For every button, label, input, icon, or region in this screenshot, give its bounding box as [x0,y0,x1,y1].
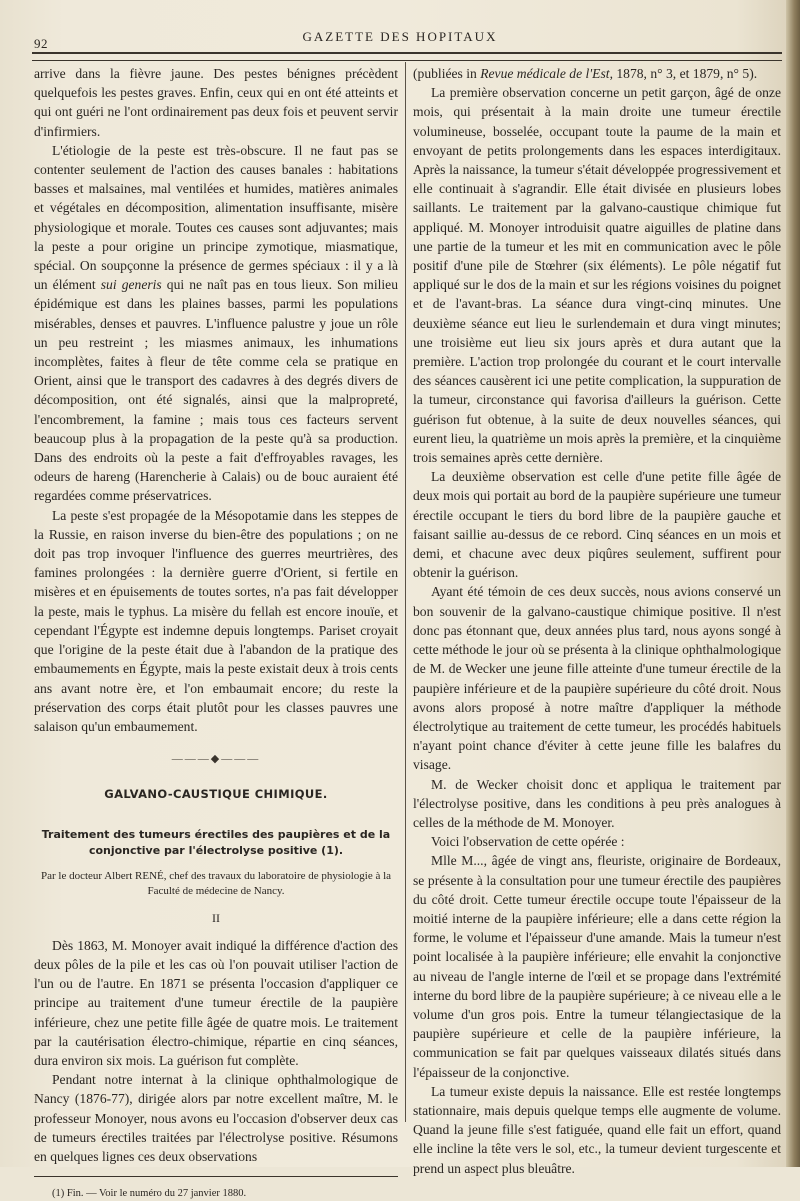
paragraph: La tumeur existe depuis la naissance. Elle est restée longtemps stationnaire, mais depuis quelque temps elle augmente de volume. Quand la jeune fille s'est fatiguée, quand elle fait un effort, quand elle incline la tête vers le sol, etc., la tumeur devient turgescente et prend un aspect plus bleuâtre. [413,1083,781,1176]
section-ornament: ———◆——— [171,753,261,766]
paragraph: La deuxième observation est celle d'une petite fille âgée de deux mois qui portait au bord de la paupière supérieure une tumeur érectile occupant le tiers du bord libre de la paupière gauche et faisant saillie au-dessus de ce rebord. Cinq séances en un mois et demi, et chacune avec deux piqûres seulement, suffirent pour obtenir la guérison. [413,469,781,581]
paragraph: Pendant notre internat à la clinique ophthalmologique de Nancy (1876-77), dirigée alors par notre excellent maître, M. le professeur Monoyer, nous avons eu l'occasion d'observer deux cas de tumeurs érectiles traitées par l'électrolyse positive. Résumons en quelques lignes ces deux observations [34,1072,398,1164]
right-column [413,64,781,1178]
column-divider [405,62,406,1122]
footnote: (1) Fin. — Voir le numéro du 27 janvier 1880. [52,1188,247,1200]
article-title: Traitement des tumeurs érectiles des paupières et de la conjonctive par l'électrolyse positive (1). [41,827,391,857]
paragraph-text: L'étiologie de la peste est très-obscure. Il ne faut pas se contenter seulement de l'action des causes banales : habitations basses et malsaines, mal ventilées et humides, matières animales et végétales en décomposition, alimentation insuffisante, misère physiologique et morale. Toutes ces causes sont adjuvantes; mais la peste a pour origine un principe zymotique, miasmatique, spécial. On soupçonne la présence de germes spéciaux : il y a là un élément [34,142,398,293]
paragraph: Voici l'observation de cette opérée : [431,834,625,850]
paragraph [413,64,781,83]
paragraph [34,141,398,506]
section-title: GALVANO-CAUSTIQUE CHIMIQUE. [104,787,328,802]
latin-term: sui generis [100,277,162,293]
paragraph-text: (publiées in [413,66,481,81]
running-head: GAZETTE DES HOPITAUX [302,29,498,44]
byline: Par le docteur Albert RENÉ, chef des travaux du laboratoire de physiologie à la Faculté de médecine de Nancy. [40,869,392,897]
paragraph: La peste s'est propagée de la Mésopotamie dans les steppes de la Russie, en raison inverse du bien-être des populations ; on ne doit pas trop invoquer l'influence des guerres meurtrières, des famines prolongées : la dernière guerre d'Orient, si fertile en misères et en épuisements de toutes sortes, n'a pas fait développer la peste, mais le typhus. La misère du fellah est encore inouïe, et cependant l'Égypte est indemne depuis longtemps. Pariset croyait que l'origine de la peste était due à l'abandon de la pratique des embaumements en Égypte, mais la peste existait deux à trois cents ans avant notre ère, et l'on embaumait encore; du reste la préservation des corps était plutôt pour les classes pauvres une salaison qu'un embaumement. [34,507,398,734]
left-column [34,64,398,1201]
journal-title: Revue médicale de l'Est [480,66,610,81]
paragraph: M. de Wecker choisit donc et appliqua le traitement par l'électrolyse positive, dans les conditions à peu près analogues à celles de la méthode de M. Monoyer. [413,776,781,830]
paragraph: Ayant été témoin de ces deux succès, nous avions conservé un bon souvenir de la galvano-caustique chimique positive. Il n'est donc pas étonnant que, deux années plus tard, nous ayons songé à cette méthode le jour où se présenta à la clinique ophthalmologique de M. de Wecker une jeune fille atteinte d'une tumeur érectile de la paupière inférieure et de la paupière supérieure du côté droit. Nous avons alors proposé à notre maître d'appliquer la méthode électrolytique au traitement de cette tumeur, les procédés habituels n'ayant point chance d'éviter à cette jeune fille les balafres du visage. [413,584,781,773]
paragraph-text: , 1878, n° 3, et 1879, n° 5). [609,66,758,81]
paragraph: Dès 1863, M. Monoyer avait indiqué la différence d'action des deux pôles de la pile et les cas où l'on pouvait utiliser l'action de l'un ou de l'autre. En 1871 se présenta l'occasion d'appliquer ce principe au traitement d'une tumeur érectile de la paupière inférieure, chez une petite fille âgée de quatre mois. Le traitement par la cautérisation électro-chimique, répartie en cinq séances, dura environ six mois. La guérison fut complète. [34,937,398,1068]
paragraph: La première observation concerne un petit garçon, âgé de onze mois, qui présentait à la main droite une tumeur érectile volumineuse, bosselée, occupant toute la paume de la main et envoyant de petits prolongements dans les espaces interdigitaux. Après la naissance, la tumeur s'était développée progressivement et elle continuait à s'agrandir. Elle était divisée en plusieurs lobes saillants. Le traitement par la galvano-caustique chimique fut appliqué. M. Monoyer introduisit quatre aiguilles de platine dans une partie de la tumeur et les mit en communication avec le pôle positif d'une pile de Stœhrer (six éléments). Le pôle négatif fut appliqué sur le dos de la main et sur les régions voisines du poignet et de l'avant-bras. La séance dura vingt-cinq minutes. Une deuxième séance eut lieu le surlendemain et dura vingt minutes; une troisième eut lieu six jours après et dura autant que la première. L'action trop prolongée du courant et le court intervalle des séances causèrent ici une petite complication, la suppuration de la tumeur, circonstance qui favorisa d'ailleurs la guérison. Cette guérison fut obtenue, à la suite de deux nouvelles séances, qui eurent lieu, la quatrième un mois après la première, et la cinquième trois semaines après cette dernière. [413,85,781,466]
part-number: II [212,910,220,925]
paragraph: Mlle M..., âgée de vingt ans, fleuriste, originaire de Bordeaux, se présente à la consultation pour une tumeur érectile des paupières du côté droit. Cette tumeur érectile occupe toute l'épaisseur de la moitié interne de la paupière inférieure; elle a dans cette région la forme, le volume et l'épaisseur d'une amande. Mais la tumeur n'est point localisée à la paupière inférieure; elle envahit la conjonctive au niveau de l'angle interne de l'œil et se propage dans l'extrémité interne du bord libre de la paupière supérieure; à ce niveau elle a le volume d'un gros pois. Entre la tumeur télangiectasique de la paupière supérieure et celle de la paupière inférieure, la communication se fait par quelques vaisseaux dilatés situés dans l'épaisseur de la conjonctive. [413,853,781,1080]
header-rule [32,52,782,61]
paragraph-text: qui ne naît pas en tous lieux. Son milieu épidémique est dans les plaines basses, parmi les populations misérables, denses et pauvres. L'influence palustre y joue un rôle un peu restreint ; les miasmes animaux, les inhumations incomplètes, faites à fleur de tête comme cela se pratique en Orient, ainsi que le transport des cadavres à des degrés divers de décomposition, ont été signalés, ainsi que la malpropreté, l'encombrement, la famine ; mais tous ces facteurs servent beaucoup plus à la propagation de la peste qu'à sa production. Dans des endroits où la peste a fait d'effroyables ravages, les odeurs de hareng (Harencherie à Calais) ou de bouc auraient été regardées comme préservatrices. [34,277,398,504]
page-edge [786,0,800,1167]
paragraph: arrive dans la fièvre jaune. Des pestes bénignes précèdent quelquefois les pestes graves. Enfin, ceux qui en ont été atteints et qui ont guéri ne l'ont ordinairement pas deux fois et peuvent servir d'infirmiers. [34,66,398,139]
footnote-rule [34,1176,398,1177]
page-number: 92 [34,36,48,51]
